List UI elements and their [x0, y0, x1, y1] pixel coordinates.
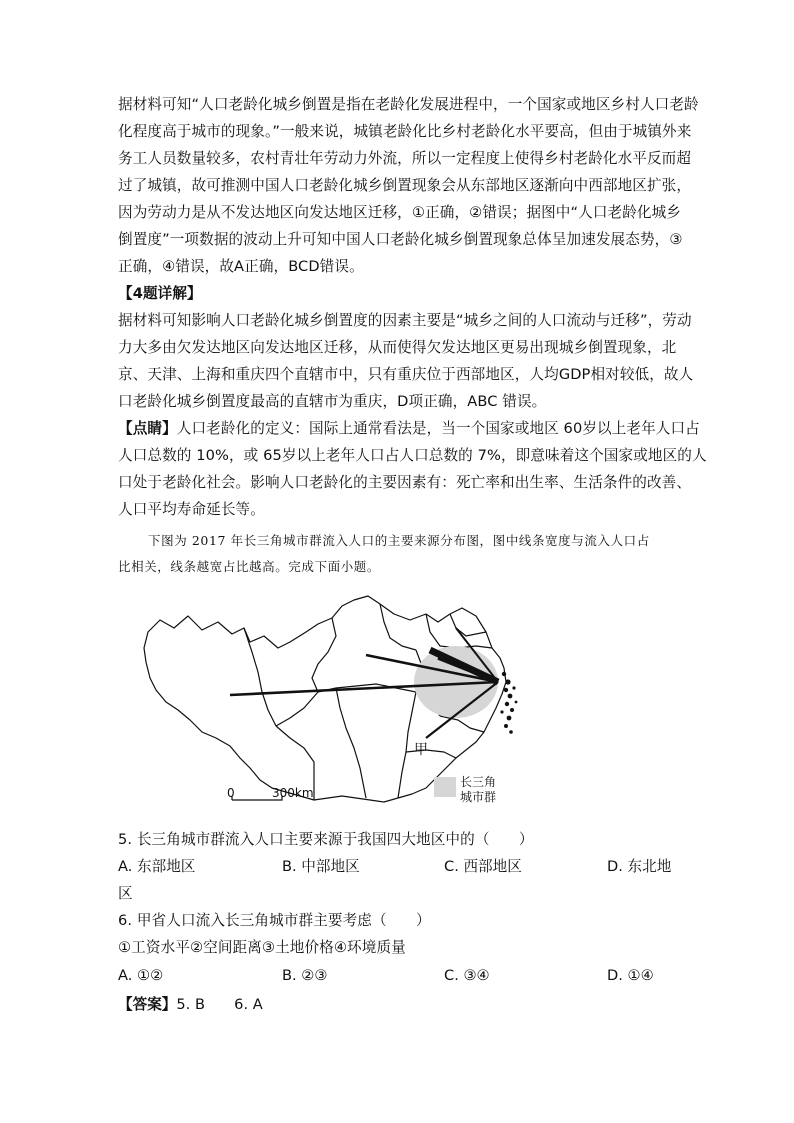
dianjing-line-3: 口处于老龄化社会。影响人口老龄化的主要因素有：死亡率和出生率、生活条件的改善、 — [118, 474, 692, 491]
q4-line-2: 力大多由欠发达地区向发达地区迁移，从而使得欠发达地区更易出现城乡倒置现象，北 — [118, 339, 677, 356]
scale-distance: 300km — [272, 786, 314, 800]
explanation-line-6: 倒置度”一项数据的波动上升可知中国人口老龄化城乡倒置现象总体呈加速发展态势，③ — [118, 231, 683, 248]
explanation-line-1: 据材料可知“人口老龄化城乡倒置是指在老龄化发展进程中，一个国家或地区乡村人口老龄 — [118, 96, 699, 113]
map-label-jia: 甲 — [414, 742, 428, 758]
explanation-line-4: 过了城镇，故可推测中国人口老龄化城乡倒置现象会从东部地区逐渐向中西部地区扩张， — [118, 177, 692, 194]
q5-option-d: D. 东北地 — [607, 858, 672, 875]
boundary-zhejiang — [440, 716, 484, 732]
q6-stem: 6. 甲省人口流入长三角城市群主要考虑（ ） — [118, 912, 431, 929]
legend-label-line1: 长三角 — [460, 775, 497, 789]
boundary-henan — [380, 604, 416, 650]
explanation-line-7: 正确，④错误，故A正确，BCD错误。 — [118, 258, 364, 275]
dianjing-text-1: 人口老龄化的定义：国际上通常看法是，当一个国家或地区 60岁以上老年人口占 — [176, 420, 700, 437]
dianjing-line-1 — [118, 419, 700, 439]
q4-line-4: 口老龄化城乡倒置度最高的直辖市为重庆，D项正确，ABC 错误。 — [118, 393, 547, 410]
boundary-hunan — [336, 688, 366, 798]
q6-option-c: C. ③④ — [444, 967, 490, 984]
explanation-line-5: 因为劳动力是从不发达地区向发达地区迁移，①正确，②错误；据图中“人口老龄化城乡 — [118, 204, 682, 221]
q4-line-3: 京、天津、上海和重庆四个直辖市中，只有重庆位于西部地区，人均GDP相对较低，故人 — [118, 366, 694, 383]
answer-line — [118, 995, 263, 1015]
scale-zero: 0 — [227, 786, 235, 800]
coastal-islands — [500, 672, 517, 734]
q5-option-c: C. 西部地区 — [444, 858, 522, 875]
intro-line-2: 比相关，线条越宽占比越高。完成下面小题。 — [118, 559, 381, 574]
dianjing-tag: 【点睛】 — [118, 420, 177, 437]
legend-label-line2: 城市群 — [460, 790, 497, 804]
boundary-shandong — [450, 614, 486, 636]
dianjing-line-4: 人口平均寿命延长等。 — [118, 501, 265, 518]
q5-option-b: B. 中部地区 — [282, 858, 360, 875]
q4-line-1: 据材料可知影响人口老龄化城乡倒置度的因素主要是“城乡之间的人口流动与迁移”，劳动 — [118, 312, 692, 329]
dianjing-line-2: 人口总数的 10%，或 65岁以上老年人口占人口总数的 7%，即意味着这个国家或地区的人 — [118, 447, 707, 464]
answer-text: 5. B 6. A — [176, 996, 263, 1013]
q5-option-a: A. 东部地区 — [118, 858, 196, 875]
q6-option-b: B. ②③ — [282, 967, 328, 984]
q6-option-a: A. ①② — [118, 967, 164, 984]
explanation-line-2: 化程度高于城市的现象。”一般来说，城镇老龄化比乡村老龄化水平要高，但由于城镇外来 — [118, 123, 692, 140]
boundary-shaanxi — [312, 618, 336, 692]
q4-header: 【4题详解】 — [118, 285, 202, 302]
boundary-chongqing — [276, 692, 318, 726]
q6-option-d: D. ①④ — [607, 967, 654, 984]
q5-stem: 5. 长三角城市群流入人口主要来源于我国四大地区中的（ ） — [118, 831, 534, 848]
legend-swatch — [434, 777, 456, 797]
q5-option-d-wrap: 区 — [118, 885, 133, 902]
intro-line-1: 下图为 2017 年长三角城市群流入人口的主要来源分布图，图中线条宽度与流入人口占 — [148, 533, 650, 548]
q6-factors: ①工资水平②空间距离③土地价格④环境质量 — [118, 939, 406, 956]
answer-tag: 【答案】 — [118, 996, 177, 1013]
explanation-line-3: 务工人员数量较多，农村青壮年劳动力外流，所以一定程度上使得乡村老龄化水平反而超 — [118, 150, 692, 167]
